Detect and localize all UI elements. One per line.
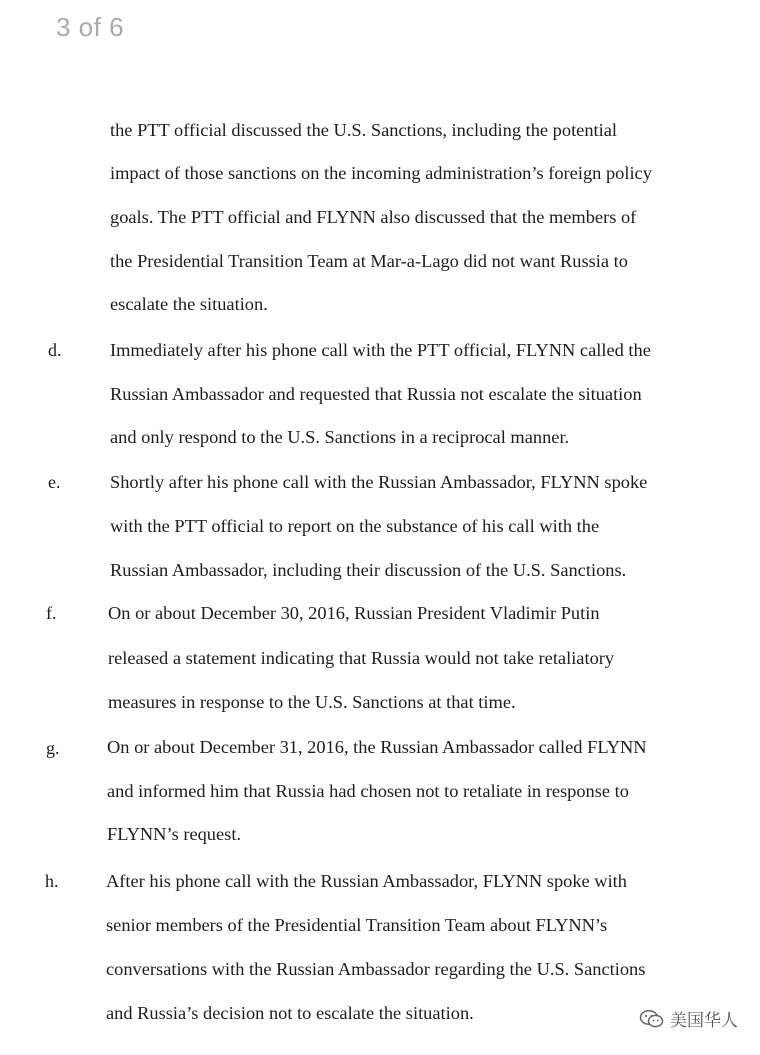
item-line: FLYNN’s request. xyxy=(107,824,242,844)
continuation-line: goals. The PTT official and FLYNN also discussed that the members of xyxy=(110,207,637,227)
item-line: senior members of the Presidential Transition Team about FLYNN’s xyxy=(106,915,608,935)
item-line: Russian Ambassador, including their discussion of the U.S. Sanctions. xyxy=(110,560,627,580)
continuation-line: impact of those sanctions on the incoming administration’s foreign policy xyxy=(110,163,652,183)
item-line: and informed him that Russia had chosen not to retaliate in response to xyxy=(107,781,629,801)
continuation-line: the PTT official discussed the U.S. Sanctions, including the potential xyxy=(110,120,618,140)
item-line: On or about December 31, 2016, the Russian Ambassador called FLYNN xyxy=(107,737,647,757)
watermark xyxy=(639,1006,738,1031)
item-marker: d. xyxy=(48,340,62,360)
page-counter: 3 of 6 xyxy=(56,12,125,42)
item-line: Shortly after his phone call with the Russian Ambassador, FLYNN spoke xyxy=(110,472,648,492)
item-line: After his phone call with the Russian Ambassador, FLYNN spoke with xyxy=(106,871,627,891)
item-line: with the PTT official to report on the substance of his call with the xyxy=(110,516,600,536)
wechat-icon xyxy=(639,1009,665,1029)
item-marker: f. xyxy=(46,603,57,623)
continuation-line: the Presidential Transition Team at Mar-a-Lago did not want Russia to xyxy=(110,251,628,271)
watermark-text: 美国华人 xyxy=(670,1011,738,1031)
item-line: conversations with the Russian Ambassador regarding the U.S. Sanctions xyxy=(106,959,646,979)
item-line: Russian Ambassador and requested that Russia not escalate the situation xyxy=(110,384,642,404)
item-line: and only respond to the U.S. Sanctions in a reciprocal manner. xyxy=(110,427,570,447)
item-marker: h. xyxy=(45,871,59,891)
item-marker: g. xyxy=(46,738,60,758)
continuation-line: escalate the situation. xyxy=(110,294,268,314)
item-line: Immediately after his phone call with the PTT official, FLYNN called the xyxy=(110,340,651,360)
item-line: measures in response to the U.S. Sanctions at that time. xyxy=(108,692,516,712)
item-line: released a statement indicating that Russia would not take retaliatory xyxy=(108,648,615,668)
item-marker: e. xyxy=(48,472,61,492)
item-line: On or about December 30, 2016, Russian President Vladimir Putin xyxy=(108,603,600,623)
item-line: and Russia’s decision not to escalate the situation. xyxy=(106,1003,474,1023)
